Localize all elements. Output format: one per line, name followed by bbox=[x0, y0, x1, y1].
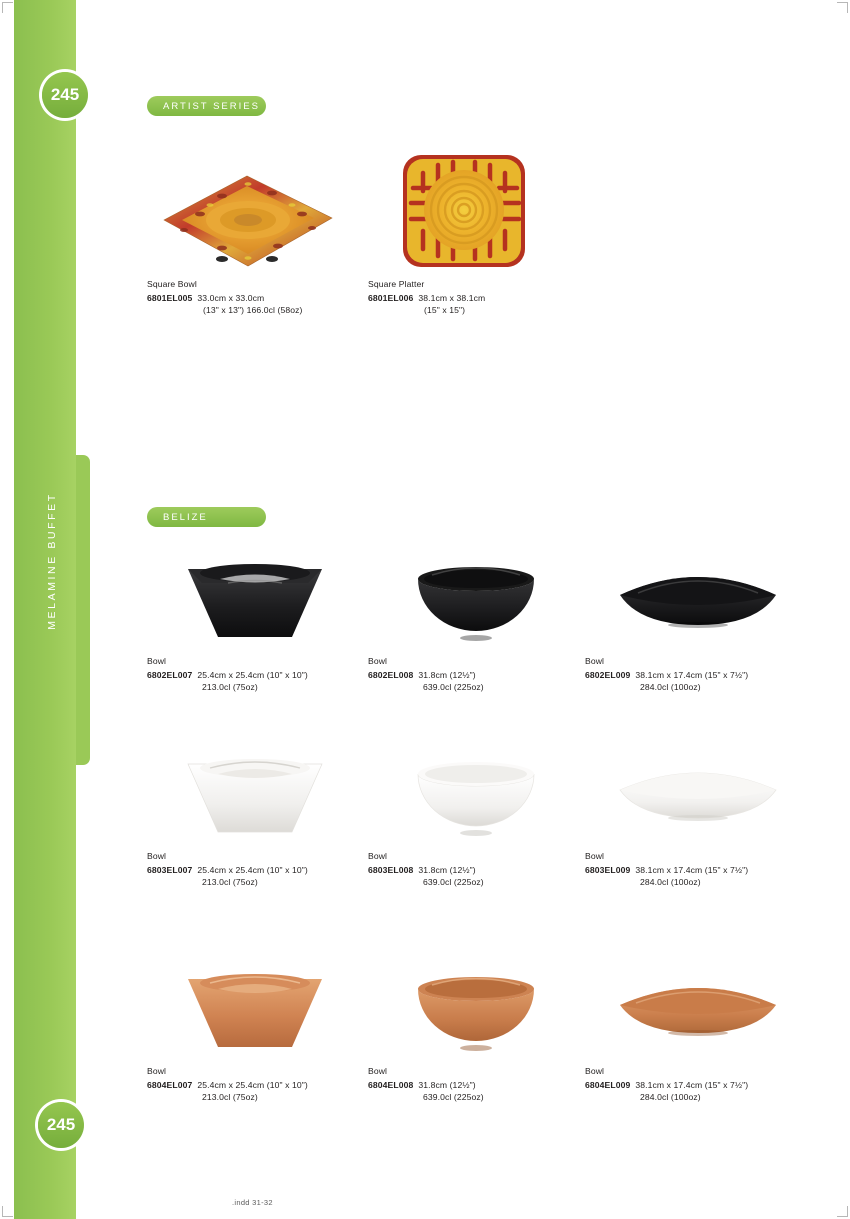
product-spec-line: 38.1cm x 17.4cm (15" x 7½") bbox=[635, 1079, 749, 1090]
product-spec-line: 38.1cm x 38.1cm bbox=[418, 292, 486, 303]
product-image-square-bowl-black bbox=[147, 535, 362, 655]
product-name: Square Bowl bbox=[147, 279, 197, 289]
product-spec-line: 213.0cl (75oz) bbox=[202, 877, 258, 887]
product-name: Bowl bbox=[585, 656, 605, 666]
product-image-round-bowl-terracotta bbox=[368, 945, 583, 1065]
product-name: Bowl bbox=[147, 851, 167, 861]
product-spec-line: (13" x 13") 166.0cl (58oz) bbox=[203, 305, 303, 315]
crop-mark-top-right bbox=[837, 2, 848, 13]
product-image-oval-bowl-white bbox=[585, 730, 810, 850]
product-caption bbox=[147, 655, 362, 694]
crop-mark-top-left bbox=[2, 2, 13, 13]
product-image-square-bowl-terracotta bbox=[147, 945, 362, 1065]
product-spec-line: 284.0cl (100oz) bbox=[640, 877, 701, 887]
product-card bbox=[147, 150, 347, 317]
product-code: 6803EL008 bbox=[368, 864, 414, 875]
product-spec-line: 213.0cl (75oz) bbox=[202, 1092, 258, 1102]
product-image-square-bowl-patterned bbox=[147, 150, 347, 278]
product-spec-line: 25.4cm x 25.4cm (10" x 10") bbox=[197, 1079, 308, 1090]
product-name: Bowl bbox=[368, 656, 388, 666]
round-bowl-black-icon bbox=[406, 545, 546, 655]
product-card bbox=[585, 730, 810, 889]
product-spec-line: 31.8cm (12½") bbox=[418, 669, 476, 680]
product-spec-line: 639.0cl (225oz) bbox=[423, 682, 484, 692]
product-card bbox=[147, 535, 362, 694]
product-name: Bowl bbox=[368, 851, 388, 861]
product-spec-line: 213.0cl (75oz) bbox=[202, 682, 258, 692]
product-caption bbox=[368, 278, 568, 317]
product-name: Bowl bbox=[585, 1066, 605, 1076]
product-caption bbox=[585, 655, 810, 694]
product-spec-line: 31.8cm (12½") bbox=[418, 864, 476, 875]
square-bowl-black-icon bbox=[180, 545, 330, 655]
product-card bbox=[585, 535, 810, 694]
product-name: Bowl bbox=[368, 1066, 388, 1076]
product-spec-line: 25.4cm x 25.4cm (10" x 10") bbox=[197, 864, 308, 875]
product-image-square-platter-sun bbox=[368, 140, 568, 278]
product-code: 6804EL007 bbox=[147, 1079, 193, 1090]
round-bowl-white-icon bbox=[406, 740, 546, 850]
product-spec-line: 639.0cl (225oz) bbox=[423, 1092, 484, 1102]
left-band-tab bbox=[76, 455, 90, 765]
product-card bbox=[147, 730, 362, 889]
product-spec-line: 38.1cm x 17.4cm (15" x 7½") bbox=[635, 864, 749, 875]
left-green-band bbox=[14, 0, 76, 1219]
product-caption bbox=[147, 850, 362, 889]
product-name: Bowl bbox=[147, 1066, 167, 1076]
product-code: 6801EL005 bbox=[147, 292, 193, 303]
oval-bowl-terracotta-icon bbox=[610, 955, 785, 1065]
page-number-top: 245 bbox=[42, 72, 88, 118]
footer-filename: .indd 31-32 bbox=[232, 1198, 273, 1207]
product-code: 6802EL008 bbox=[368, 669, 414, 680]
product-image-square-bowl-white bbox=[147, 730, 362, 850]
product-code: 6802EL007 bbox=[147, 669, 193, 680]
product-image-oval-bowl-black bbox=[585, 535, 810, 655]
section-pill-belize: BELIZE bbox=[147, 507, 266, 527]
section-side-label: MELAMINE BUFFET bbox=[46, 492, 58, 630]
square-platter-sun-icon bbox=[393, 143, 543, 278]
square-bowl-terracotta-icon bbox=[180, 955, 330, 1065]
round-bowl-terracotta-icon bbox=[406, 955, 546, 1065]
product-code: 6803EL007 bbox=[147, 864, 193, 875]
product-caption bbox=[147, 278, 347, 317]
product-caption bbox=[368, 1065, 583, 1104]
crop-mark-bottom-right bbox=[837, 1206, 848, 1217]
product-spec-line: (15" x 15") bbox=[424, 305, 466, 315]
product-caption bbox=[147, 1065, 362, 1104]
product-spec-line: 31.8cm (12½") bbox=[418, 1079, 476, 1090]
product-code: 6801EL006 bbox=[368, 292, 414, 303]
product-image-round-bowl-black bbox=[368, 535, 583, 655]
product-name: Bowl bbox=[585, 851, 605, 861]
product-card bbox=[147, 945, 362, 1104]
product-spec-line: 284.0cl (100oz) bbox=[640, 1092, 701, 1102]
product-spec-line: 284.0cl (100oz) bbox=[640, 682, 701, 692]
product-card bbox=[368, 140, 568, 317]
product-image-round-bowl-white bbox=[368, 730, 583, 850]
product-spec-line: 25.4cm x 25.4cm (10" x 10") bbox=[197, 669, 308, 680]
section-pill-artist-series: ARTIST SERIES bbox=[147, 96, 266, 116]
crop-mark-bottom-left bbox=[2, 1206, 13, 1217]
product-caption bbox=[585, 850, 810, 889]
square-bowl-white-icon bbox=[180, 740, 330, 850]
product-card bbox=[585, 945, 810, 1104]
product-spec-line: 38.1cm x 17.4cm (15" x 7½") bbox=[635, 669, 749, 680]
product-card bbox=[368, 730, 583, 889]
page-number-bottom: 245 bbox=[38, 1102, 84, 1148]
product-code: 6802EL009 bbox=[585, 669, 631, 680]
square-bowl-patterned-icon bbox=[152, 158, 342, 278]
product-caption bbox=[585, 1065, 810, 1104]
product-spec-line: 33.0cm x 33.0cm bbox=[197, 292, 265, 303]
product-code: 6803EL009 bbox=[585, 864, 631, 875]
product-card bbox=[368, 945, 583, 1104]
product-name: Square Platter bbox=[368, 279, 425, 289]
product-code: 6804EL008 bbox=[368, 1079, 414, 1090]
product-image-oval-bowl-terracotta bbox=[585, 945, 810, 1065]
product-code: 6804EL009 bbox=[585, 1079, 631, 1090]
product-spec-line: 639.0cl (225oz) bbox=[423, 877, 484, 887]
product-caption bbox=[368, 850, 583, 889]
oval-bowl-black-icon bbox=[610, 545, 785, 655]
product-caption bbox=[368, 655, 583, 694]
product-card bbox=[368, 535, 583, 694]
product-name: Bowl bbox=[147, 656, 167, 666]
oval-bowl-white-icon bbox=[610, 740, 785, 850]
